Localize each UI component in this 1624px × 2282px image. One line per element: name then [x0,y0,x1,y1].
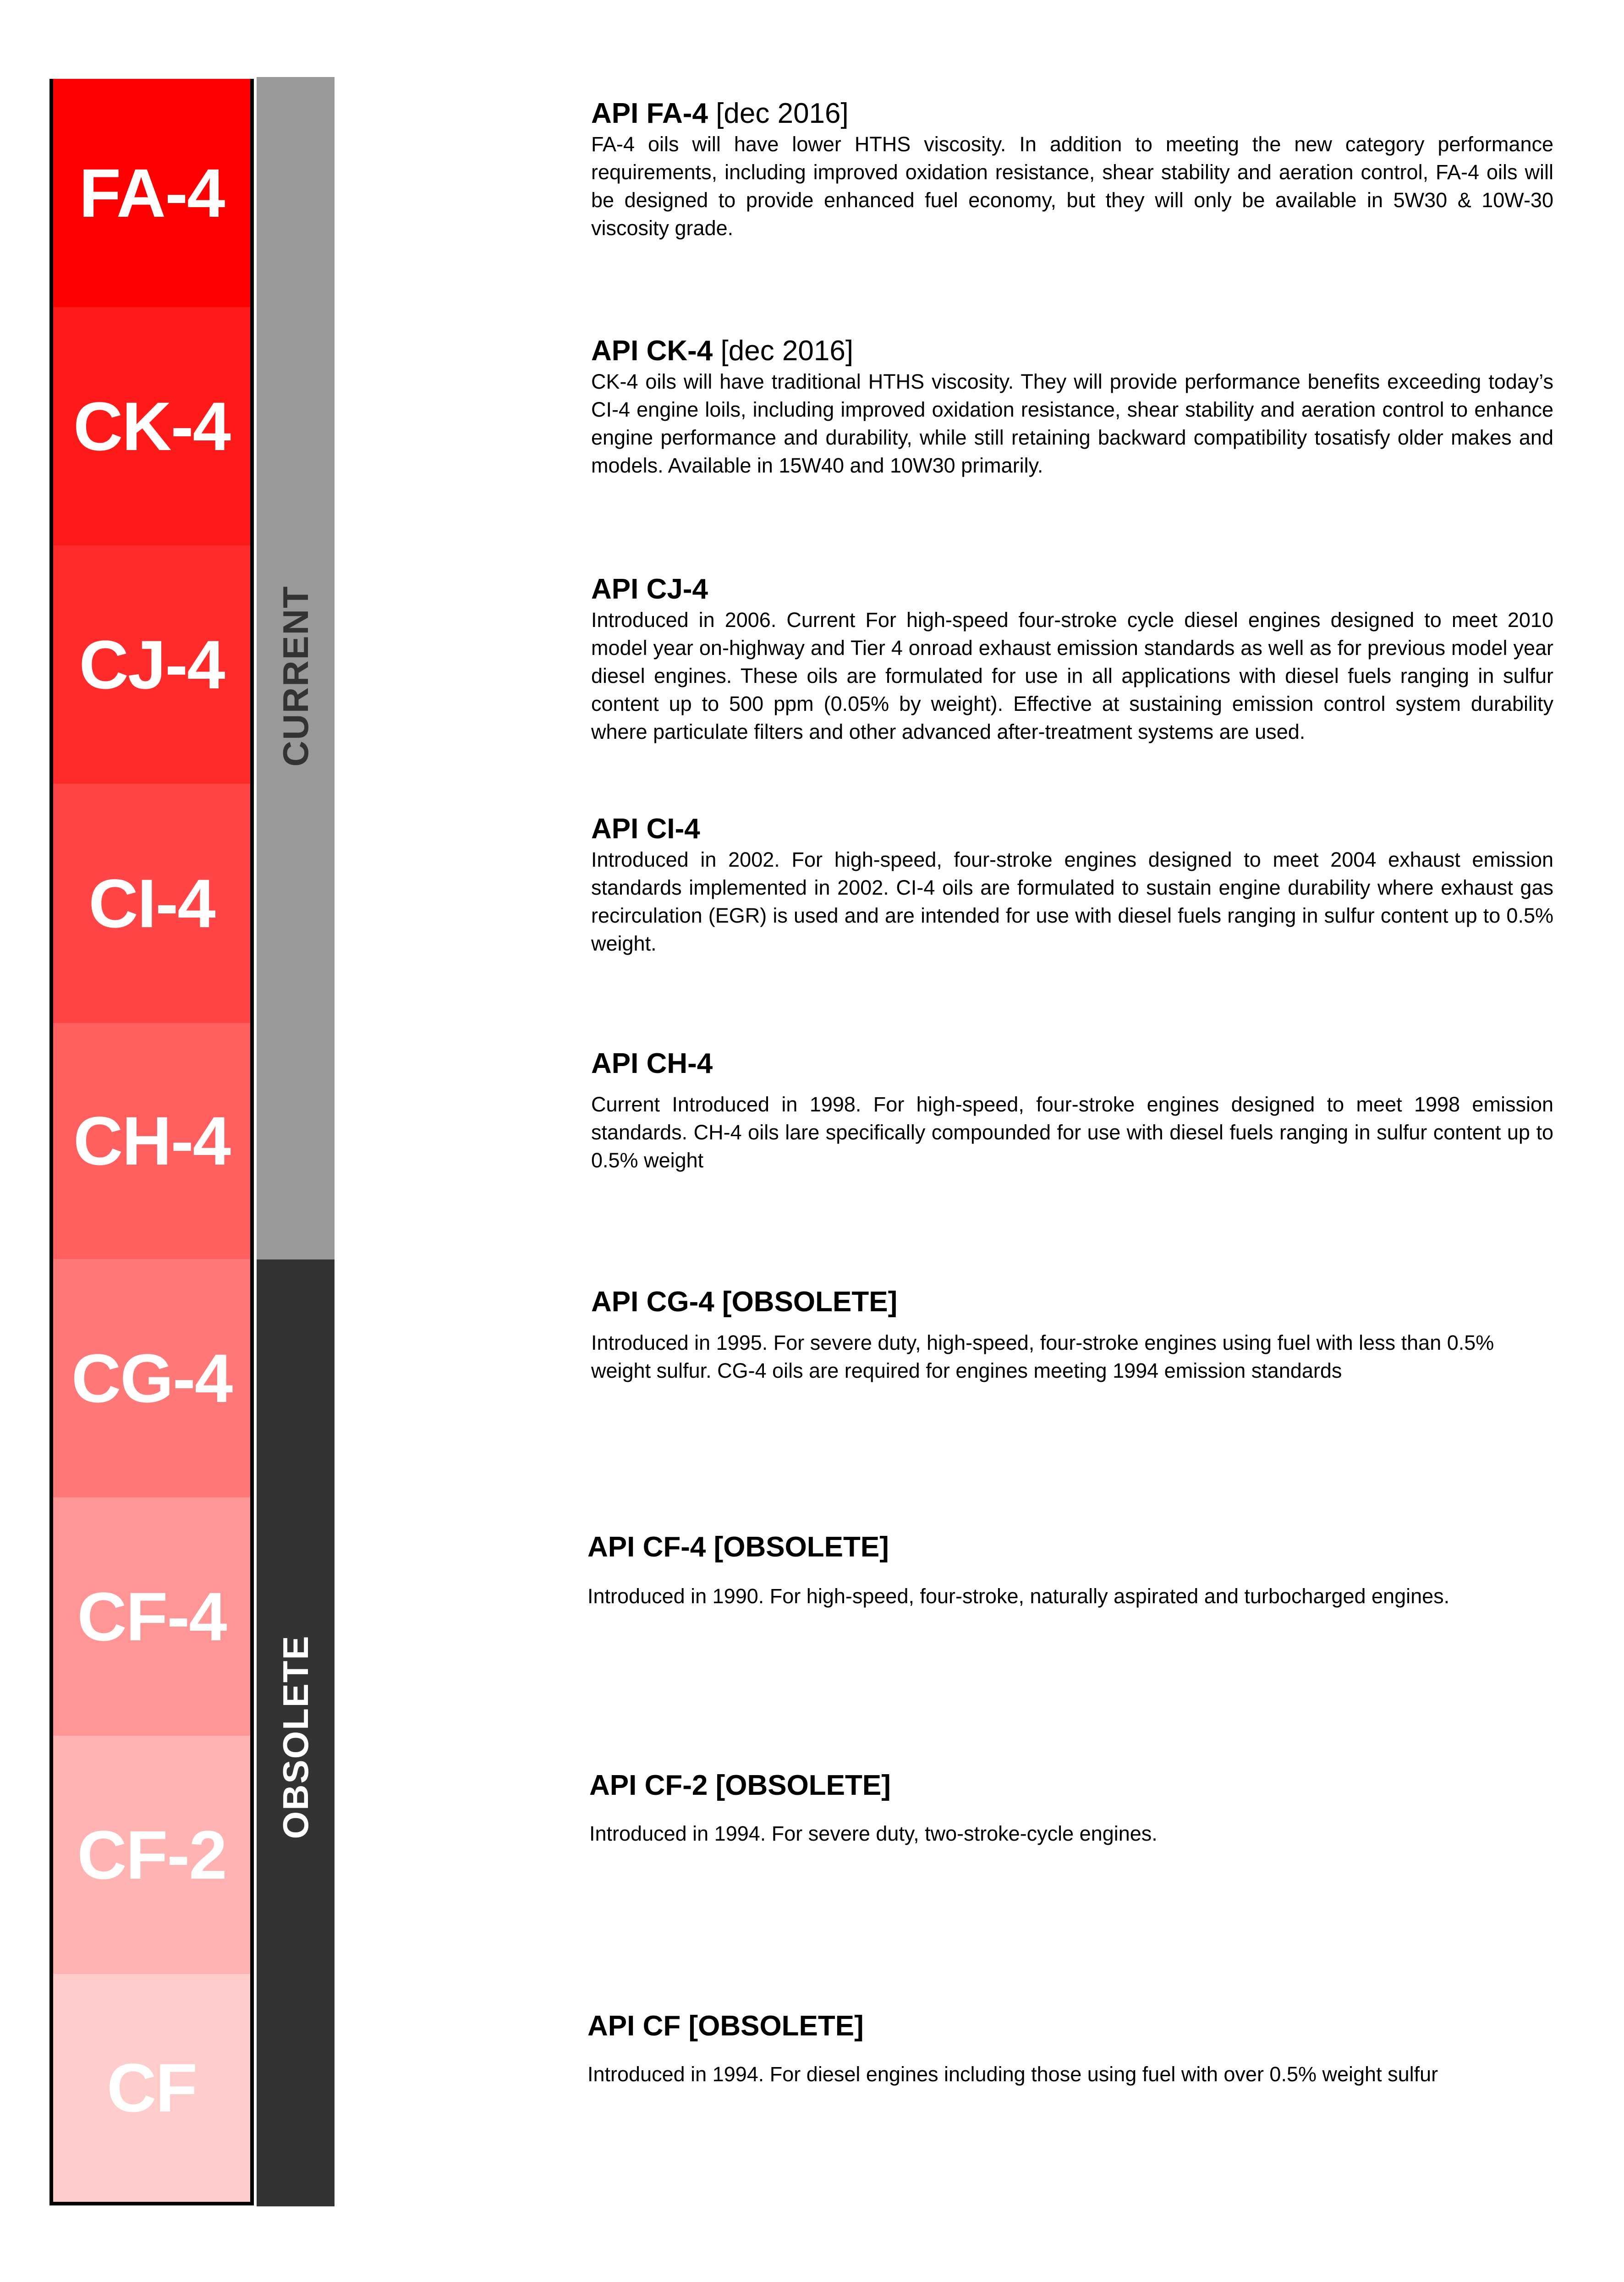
status-label-current: CURRENT [275,585,316,767]
entry-heading [591,97,1553,130]
entry-code: API CJ-4 [591,573,708,605]
entry-fa4 [591,97,1553,242]
entry-body: FA-4 oils will have lower HTHS viscosity. In addition to meeting the new category performance requirements, including improved oxidation resistance, shear stability and aeration control, FA-4 oils will be designed to provide enhanced fuel economy, but they will only be available in 5W30 & 10W-30 viscosity grade. [591,132,1553,240]
entry-cj4 [591,573,1553,746]
entry-cf [587,2010,1550,2088]
entry-cf2 [589,1769,1552,1848]
entry-body: Introduced in 2002. For high-speed, four-stroke engines designed to meet 2004 exhaust emission standards implemented in 2002. CI-4 oils are formulated to sustain engine durability where exhaust gas recirculation (EGR) is used and are intended for use with diesel fuels ranging in sulfur content up to 0.5% weight. [591,848,1553,955]
entry-code: API FA-4 [591,98,708,129]
entry-heading [591,1286,1553,1319]
entry-body: Current Introduced in 1998. For high-speed, four-stroke engines designed to meet 1998 emission standards. CH-4 oils lare specifically compounded for use with diesel fuels ranging in sulfur content up to 0.5% weight [591,1093,1553,1172]
entry-body: Introduced in 1994. For diesel engines including those using fuel with over 0.5% weight sulfur [587,2062,1438,2086]
entry-code: API CG-4 [OBSOLETE] [591,1286,898,1318]
entry-heading [591,1047,1553,1080]
entry-code: API CF-2 [OBSOLETE] [589,1770,891,1801]
entry-date: [dec 2016] [716,98,849,129]
entry-code: API CK-4 [591,335,713,367]
entry-code: API CI-4 [591,813,700,845]
entry-ci4 [591,813,1553,957]
entry-body: Introduced in 1990. For high-speed, four-stroke, naturally aspirated and turbocharged engines. [587,1584,1450,1608]
entry-ch4 [591,1047,1553,1174]
category-block-cg4: CG-4 [53,1259,250,1497]
entry-code: API CH-4 [591,1048,713,1079]
entry-heading [591,813,1553,846]
category-block-cj4: CJ-4 [53,545,250,784]
category-block-cf4: CF-4 [53,1497,250,1736]
category-block-cf: CF [53,1974,250,2202]
entry-ck4 [591,335,1553,479]
category-stack [49,79,254,2205]
status-label-obsolete: OBSOLETE [275,1635,316,1839]
category-block-ck4: CK-4 [53,307,250,545]
entry-body: CK-4 oils will have traditional HTHS viscosity. They will provide performance benefits exceeding today’s CI-4 engine loils, including improved oxidation resistance, shear stability and aeration control to enhance engine performance and durability, while still retaining backward compatibility tosatisfy older makes and models. Available in 15W40 and 10W30 primarily. [591,370,1553,477]
entry-heading [587,1531,1568,1564]
category-block-ch4: CH-4 [53,1023,250,1259]
entry-heading [587,2010,1550,2043]
entry-code: API CF-4 [OBSOLETE] [587,1531,889,1563]
category-block-fa4: FA-4 [53,79,250,307]
entry-code: API CF [OBSOLETE] [587,2010,864,2042]
entry-cf4 [587,1531,1568,1610]
entry-heading [591,335,1553,368]
category-block-ci4: CI-4 [53,784,250,1023]
category-block-cf2: CF-2 [53,1736,250,1974]
entry-cg4 [591,1286,1553,1385]
entry-date: [dec 2016] [720,335,854,367]
entry-heading [591,573,1553,606]
entry-body: Introduced in 1995. For severe duty, high-speed, four-stroke engines using fuel with less than 0.5% weight sulfur. CG-4 oils are required for engines meeting 1994 emission standards [591,1331,1494,1382]
entry-heading [589,1769,1552,1802]
entry-body: Introduced in 2006. Current For high-speed four-stroke cycle diesel engines designed to meet 2010 model year on-highway and Tier 4 onroad exhaust emission standards as well as for previous model year diesel engines. These oils are formulated for use in all applications with diesel fuels ranging in sulfur content up to 500 ppm (0.05% by weight). Effective at sustaining emission control system durability where particulate filters and other advanced after-treatment systems are used. [591,608,1553,743]
entry-body: Introduced in 1994. For severe duty, two-stroke-cycle engines. [589,1822,1158,1845]
